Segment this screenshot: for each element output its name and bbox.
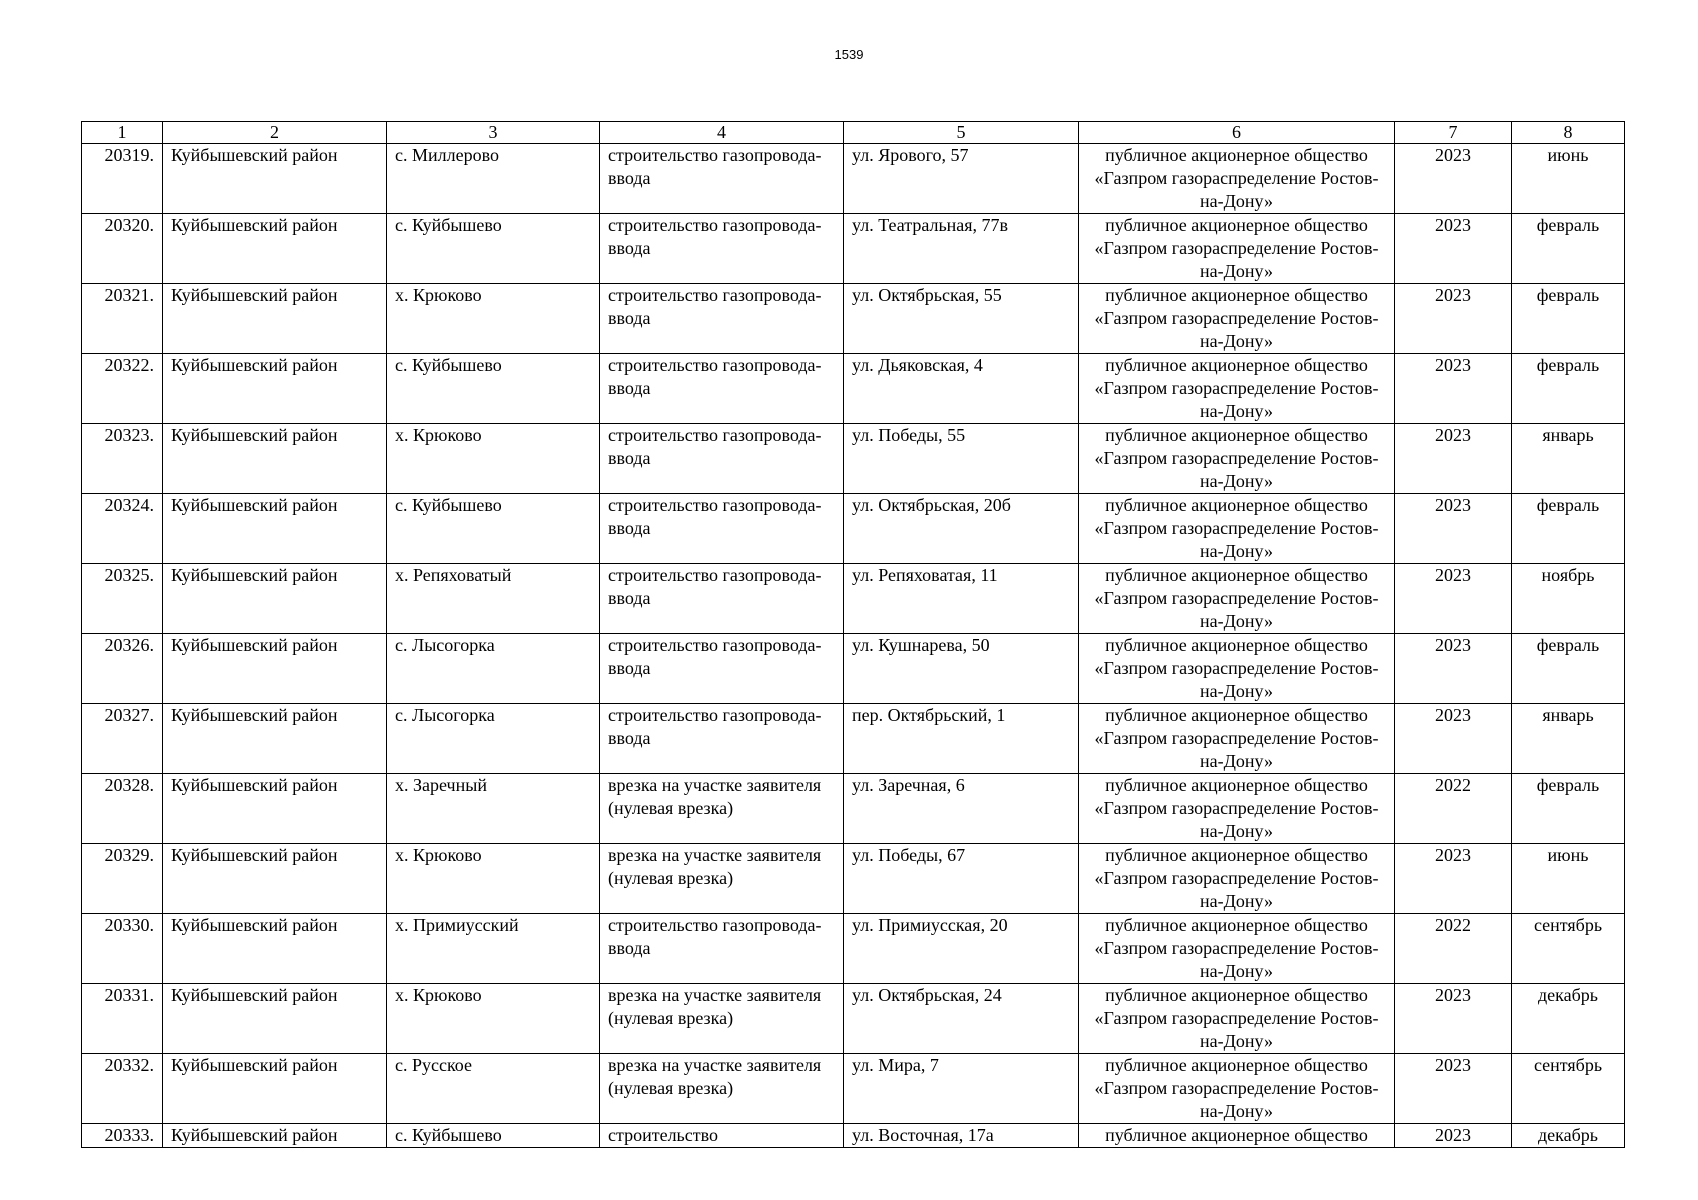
year-cell: 2023 <box>1395 1054 1512 1124</box>
district-cell: Куйбышевский район <box>163 424 387 494</box>
district-cell: Куйбышевский район <box>163 634 387 704</box>
work-type-cell: врезка на участке заявителя (нулевая врезка) <box>600 1054 844 1124</box>
district-cell: Куйбышевский район <box>163 844 387 914</box>
column-header: 5 <box>844 122 1079 144</box>
work-type-cell: строительство газопровода-ввода <box>600 284 844 354</box>
address-cell: ул. Ярового, 57 <box>844 144 1079 214</box>
row-number-cell: 20327. <box>82 704 163 774</box>
work-type-cell: строительство газопровода-ввода <box>600 144 844 214</box>
organization-cell: публичное акционерное общество «Газпром газораспределение Ростов-на-Дону» <box>1079 844 1395 914</box>
year-cell: 2023 <box>1395 144 1512 214</box>
address-cell: ул. Победы, 55 <box>844 424 1079 494</box>
table-row <box>82 214 1625 284</box>
address-cell: пер. Октябрьский, 1 <box>844 704 1079 774</box>
year-cell: 2023 <box>1395 214 1512 284</box>
row-number-cell: 20319. <box>82 144 163 214</box>
district-cell: Куйбышевский район <box>163 354 387 424</box>
year-cell: 2023 <box>1395 634 1512 704</box>
column-header: 8 <box>1512 122 1625 144</box>
settlement-cell: с. Лысогорка <box>387 704 600 774</box>
month-cell: июнь <box>1512 144 1625 214</box>
organization-cell: публичное акционерное общество «Газпром газораспределение Ростов-на-Дону» <box>1079 354 1395 424</box>
work-type-cell: строительство газопровода-ввода <box>600 564 844 634</box>
row-number-cell: 20333. <box>82 1124 163 1148</box>
row-number-cell: 20322. <box>82 354 163 424</box>
gasification-table <box>81 121 1625 1148</box>
address-cell: ул. Победы, 67 <box>844 844 1079 914</box>
row-number-cell: 20330. <box>82 914 163 984</box>
work-type-cell: врезка на участке заявителя (нулевая врезка) <box>600 984 844 1054</box>
row-number-cell: 20325. <box>82 564 163 634</box>
column-header: 1 <box>82 122 163 144</box>
month-cell: январь <box>1512 424 1625 494</box>
settlement-cell: с. Куйбышево <box>387 214 600 284</box>
address-cell: ул. Заречная, 6 <box>844 774 1079 844</box>
district-cell: Куйбышевский район <box>163 144 387 214</box>
organization-cell: публичное акционерное общество «Газпром газораспределение Ростов-на-Дону» <box>1079 144 1395 214</box>
year-cell: 2023 <box>1395 564 1512 634</box>
year-cell: 2023 <box>1395 844 1512 914</box>
address-cell: ул. Октябрьская, 24 <box>844 984 1079 1054</box>
address-cell: ул. Дьяковская, 4 <box>844 354 1079 424</box>
table-row <box>82 564 1625 634</box>
month-cell: февраль <box>1512 284 1625 354</box>
year-cell: 2023 <box>1395 494 1512 564</box>
address-cell: ул. Октябрьская, 20б <box>844 494 1079 564</box>
month-cell: февраль <box>1512 354 1625 424</box>
year-cell: 2023 <box>1395 984 1512 1054</box>
column-number-row <box>82 122 1625 144</box>
row-number-cell: 20326. <box>82 634 163 704</box>
settlement-cell: х. Крюково <box>387 424 600 494</box>
district-cell: Куйбышевский район <box>163 984 387 1054</box>
table-body <box>82 144 1625 1148</box>
table-row <box>82 1124 1625 1148</box>
district-cell: Куйбышевский район <box>163 914 387 984</box>
table-row <box>82 844 1625 914</box>
district-cell: Куйбышевский район <box>163 774 387 844</box>
work-type-cell: строительство <box>600 1124 844 1148</box>
month-cell: сентябрь <box>1512 914 1625 984</box>
month-cell: февраль <box>1512 634 1625 704</box>
work-type-cell: строительство газопровода-ввода <box>600 214 844 284</box>
table-row <box>82 494 1625 564</box>
month-cell: сентябрь <box>1512 1054 1625 1124</box>
year-cell: 2023 <box>1395 1124 1512 1148</box>
organization-cell: публичное акционерное общество <box>1079 1124 1395 1148</box>
row-number-cell: 20328. <box>82 774 163 844</box>
district-cell: Куйбышевский район <box>163 1054 387 1124</box>
row-number-cell: 20320. <box>82 214 163 284</box>
settlement-cell: с. Русское <box>387 1054 600 1124</box>
work-type-cell: строительство газопровода-ввода <box>600 494 844 564</box>
district-cell: Куйбышевский район <box>163 564 387 634</box>
organization-cell: публичное акционерное общество «Газпром газораспределение Ростов-на-Дону» <box>1079 774 1395 844</box>
settlement-cell: с. Куйбышево <box>387 354 600 424</box>
month-cell: февраль <box>1512 494 1625 564</box>
work-type-cell: строительство газопровода-ввода <box>600 704 844 774</box>
column-header: 3 <box>387 122 600 144</box>
month-cell: февраль <box>1512 774 1625 844</box>
address-cell: ул. Мира, 7 <box>844 1054 1079 1124</box>
organization-cell: публичное акционерное общество «Газпром газораспределение Ростов-на-Дону» <box>1079 564 1395 634</box>
settlement-cell: х. Крюково <box>387 284 600 354</box>
month-cell: декабрь <box>1512 984 1625 1054</box>
year-cell: 2023 <box>1395 704 1512 774</box>
settlement-cell: х. Крюково <box>387 984 600 1054</box>
table-row <box>82 774 1625 844</box>
month-cell: январь <box>1512 704 1625 774</box>
address-cell: ул. Репяховатая, 11 <box>844 564 1079 634</box>
organization-cell: публичное акционерное общество «Газпром газораспределение Ростов-на-Дону» <box>1079 1054 1395 1124</box>
column-header: 4 <box>600 122 844 144</box>
organization-cell: публичное акционерное общество «Газпром газораспределение Ростов-на-Дону» <box>1079 494 1395 564</box>
organization-cell: публичное акционерное общество «Газпром газораспределение Ростов-на-Дону» <box>1079 984 1395 1054</box>
month-cell: июнь <box>1512 844 1625 914</box>
row-number-cell: 20321. <box>82 284 163 354</box>
organization-cell: публичное акционерное общество «Газпром газораспределение Ростов-на-Дону» <box>1079 704 1395 774</box>
year-cell: 2022 <box>1395 774 1512 844</box>
work-type-cell: врезка на участке заявителя (нулевая врезка) <box>600 774 844 844</box>
organization-cell: публичное акционерное общество «Газпром газораспределение Ростов-на-Дону» <box>1079 284 1395 354</box>
settlement-cell: х. Крюково <box>387 844 600 914</box>
organization-cell: публичное акционерное общество «Газпром газораспределение Ростов-на-Дону» <box>1079 214 1395 284</box>
table-row <box>82 634 1625 704</box>
settlement-cell: с. Лысогорка <box>387 634 600 704</box>
table-row <box>82 144 1625 214</box>
year-cell: 2022 <box>1395 914 1512 984</box>
month-cell: февраль <box>1512 214 1625 284</box>
settlement-cell: с. Куйбышево <box>387 494 600 564</box>
table-row <box>82 914 1625 984</box>
column-header: 2 <box>163 122 387 144</box>
column-header: 7 <box>1395 122 1512 144</box>
row-number-cell: 20324. <box>82 494 163 564</box>
address-cell: ул. Театральная, 77в <box>844 214 1079 284</box>
settlement-cell: с. Куйбышево <box>387 1124 600 1148</box>
work-type-cell: строительство газопровода-ввода <box>600 634 844 704</box>
table-row <box>82 424 1625 494</box>
table-row <box>82 704 1625 774</box>
settlement-cell: с. Миллерово <box>387 144 600 214</box>
month-cell: декабрь <box>1512 1124 1625 1148</box>
table-row <box>82 1054 1625 1124</box>
district-cell: Куйбышевский район <box>163 1124 387 1148</box>
district-cell: Куйбышевский район <box>163 494 387 564</box>
work-type-cell: врезка на участке заявителя (нулевая врезка) <box>600 844 844 914</box>
address-cell: ул. Примиусская, 20 <box>844 914 1079 984</box>
page-number: 1539 <box>834 47 864 62</box>
organization-cell: публичное акционерное общество «Газпром газораспределение Ростов-на-Дону» <box>1079 914 1395 984</box>
column-header: 6 <box>1079 122 1395 144</box>
row-number-cell: 20332. <box>82 1054 163 1124</box>
organization-cell: публичное акционерное общество «Газпром газораспределение Ростов-на-Дону» <box>1079 634 1395 704</box>
settlement-cell: х. Примиусский <box>387 914 600 984</box>
month-cell: ноябрь <box>1512 564 1625 634</box>
table-row <box>82 984 1625 1054</box>
settlement-cell: х. Заречный <box>387 774 600 844</box>
address-cell: ул. Кушнарева, 50 <box>844 634 1079 704</box>
table-row <box>82 354 1625 424</box>
work-type-cell: строительство газопровода-ввода <box>600 424 844 494</box>
district-cell: Куйбышевский район <box>163 214 387 284</box>
row-number-cell: 20329. <box>82 844 163 914</box>
year-cell: 2023 <box>1395 424 1512 494</box>
district-cell: Куйбышевский район <box>163 704 387 774</box>
district-cell: Куйбышевский район <box>163 284 387 354</box>
row-number-cell: 20323. <box>82 424 163 494</box>
work-type-cell: строительство газопровода-ввода <box>600 914 844 984</box>
work-type-cell: строительство газопровода-ввода <box>600 354 844 424</box>
settlement-cell: х. Репяховатый <box>387 564 600 634</box>
table-row <box>82 284 1625 354</box>
organization-cell: публичное акционерное общество «Газпром газораспределение Ростов-на-Дону» <box>1079 424 1395 494</box>
year-cell: 2023 <box>1395 354 1512 424</box>
year-cell: 2023 <box>1395 284 1512 354</box>
address-cell: ул. Октябрьская, 55 <box>844 284 1079 354</box>
address-cell: ул. Восточная, 17а <box>844 1124 1079 1148</box>
row-number-cell: 20331. <box>82 984 163 1054</box>
